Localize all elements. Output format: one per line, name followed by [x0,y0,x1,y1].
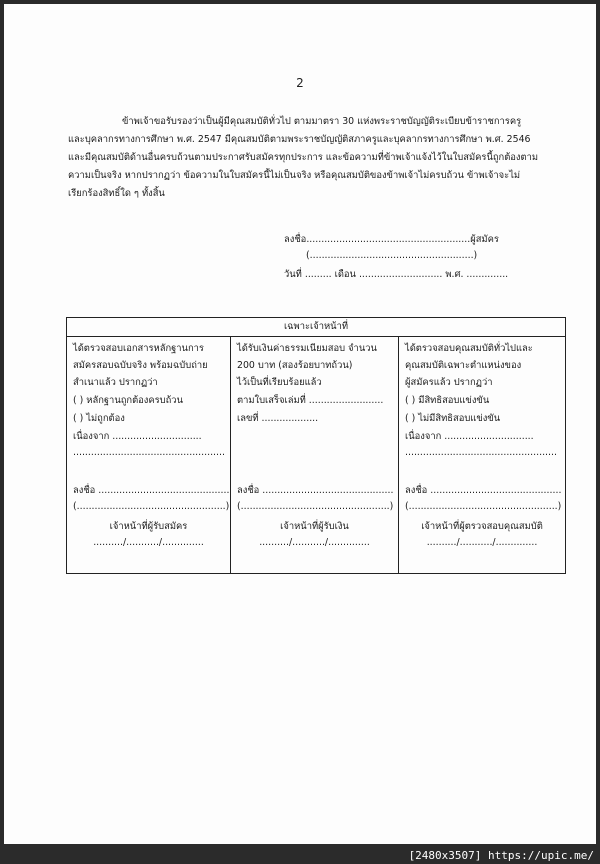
document-page [4,4,596,844]
col3-role: เจ้าหน้าที่ผู้ตรวจสอบคุณสมบัติ [421,521,543,532]
col3-line: ผู้สมัครแล้ว ปรากฏว่า [405,377,493,388]
col1-sign: ลงชื่อ ............................................ [73,485,230,496]
col3-date: ........../.........../.............. [426,537,538,548]
col3-line: ( ) ไม่มีสิทธิสอบแข่งขัน [405,413,501,424]
col3-line: ................................................... [405,447,557,458]
col1-line: ( ) หลักฐานถูกต้องครบถ้วน [73,395,183,406]
col1-line: เนื่องจาก .............................. [73,431,202,442]
col1-line: ได้ตรวจสอบเอกสารหลักฐานการ [73,343,204,354]
col2-line: 200 บาท (สองร้อยบาทถ้วน) [237,360,353,371]
col3-line: คุณสมบัติเฉพาะตำแหน่งของ [405,360,522,371]
col1-line: ( ) ไม่ถูกต้อง [73,413,125,424]
col1-line: สมัครสอบฉบับจริง พร้อมฉบับถ่าย [73,360,208,371]
qualification-check-column [399,337,565,573]
applicant-sign-line: ลงชื่อ.......................................................ผู้สมัคร [284,234,499,245]
col2-sign: ลงชื่อ ............................................ [237,485,394,496]
col2-date: ........../.........../.............. [259,537,370,548]
col3-line: เนื่องจาก .............................. [405,431,534,442]
page-number: 2 [296,76,304,90]
col1-line: สำเนาแล้ว ปรากฏว่า [73,377,158,388]
paragraph-line-5: เรียกร้องสิทธิ์ใด ๆ ทั้งสิ้น [68,188,165,199]
col2-role: เจ้าหน้าที่ผู้รับเงิน [280,521,349,532]
col2-line: ตามใบเสร็จเล่มที่ ......................... [237,395,384,406]
col1-date: ........../.........../.............. [93,537,204,548]
col3-line: ( ) มีสิทธิสอบแข่งขัน [405,395,490,406]
col3-line: ได้ตรวจสอบคุณสมบัติทั่วไปและ [405,343,533,354]
paragraph-line-2: และบุคลากรทางการศึกษา พ.ศ. 2547 มีคุณสมบัติตามพระราชบัญญัติสภาครูและบุคลากรทางการศึกษา พ.ศ. 2546 [68,134,531,145]
applicant-date-line: วันที่ ......... เดือน ............................ พ.ศ. .............. [284,269,509,280]
paragraph-line-1: ข้าพเจ้าขอรับรองว่าเป็นผู้มีคุณสมบัติทั่วไป ตามมาตรา 30 แห่งพระราชบัญญัติระเบียบข้าราชการครู [122,116,522,127]
col2-line: เลขที่ ................... [237,413,319,424]
col2-line: ได้รับเงินค่าธรรมเนียมสอบ จำนวน [237,343,377,354]
image-size-watermark: [2480x3507] https://upic.me/ [408,849,594,862]
col3-sign: ลงชื่อ ............................................ [405,485,562,496]
col2-name: (..................................................) [237,501,394,512]
col3-name: (..................................................) [405,501,562,512]
officer-table [66,317,566,574]
officer-table-header: เฉพาะเจ้าหน้าที่ [67,318,565,337]
col1-line: ................................................... [73,447,225,458]
col1-name: (..................................................) [73,501,230,512]
fee-receipt-column [231,337,399,573]
document-check-column [67,337,231,573]
applicant-name-line: (.......................................................) [306,250,478,261]
col2-line: ไว้เป็นที่เรียบร้อยแล้ว [237,377,322,388]
paragraph-line-3: และมีคุณสมบัติด้านอื่นครบถ้วนตามประกาศรับสมัครทุกประการ และข้อความที่ข้าพเจ้าแจ้งไว้ในใบสมัครนี้ถูกต้องตาม [68,152,539,163]
paragraph-line-4: ความเป็นจริง หากปรากฏว่า ข้อความในใบสมัครนี้ไม่เป็นจริง หรือคุณสมบัติของข้าพเจ้าไม่ครบถ้วน ข้าพเจ้าจะไม่ [68,170,521,181]
col1-role: เจ้าหน้าที่ผู้รับสมัคร [109,521,188,532]
